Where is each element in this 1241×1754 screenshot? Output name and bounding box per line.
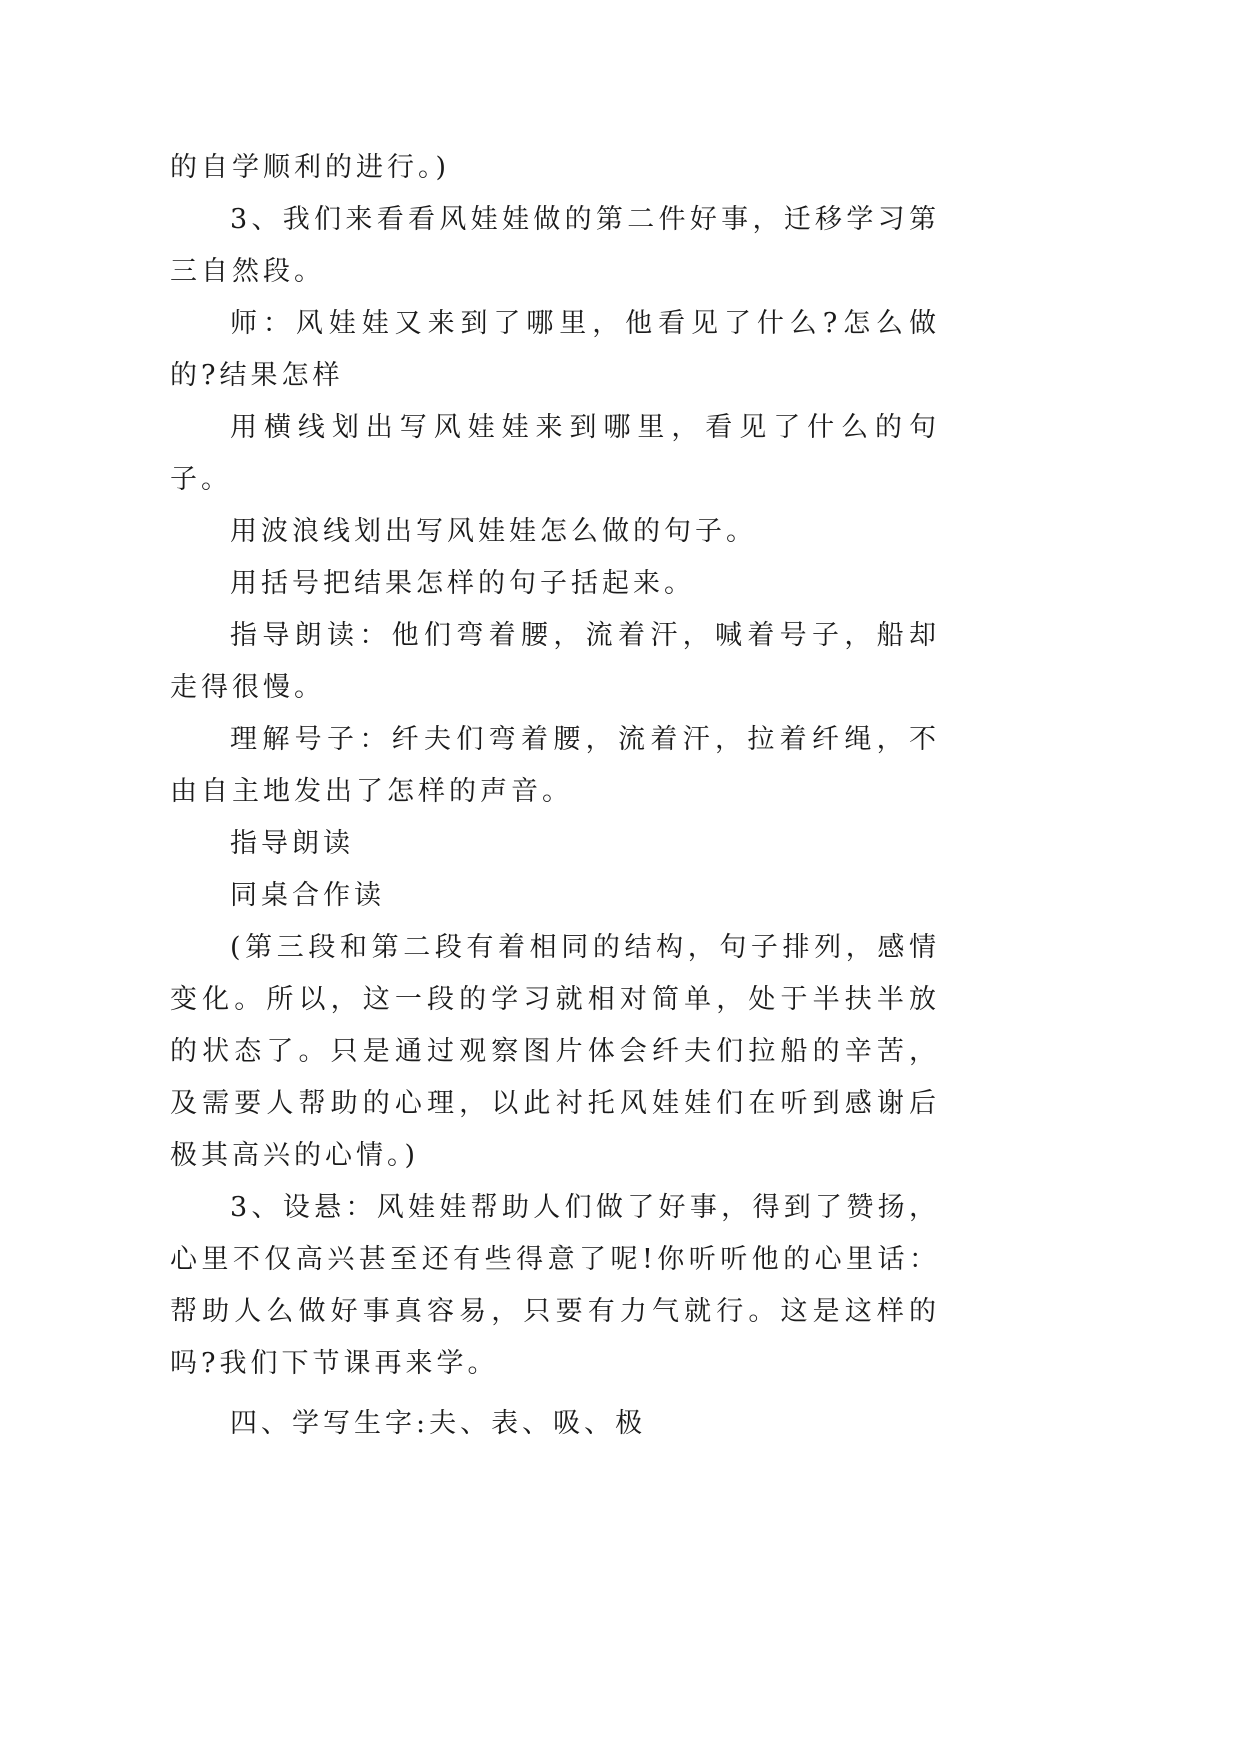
paragraph-8: 理解号子：纤夫们弯着腰，流着汗，拉着纤绳，不由自主地发出了怎样的声音。 [170,724,940,807]
paragraph-3: 师：风娃娃又来到了哪里，他看见了什么?怎么做的?结果怎样 [170,308,940,391]
paragraph-2: 3、我们来看看风娃娃做的第二件好事，迁移学习第三自然段。 [170,204,940,287]
paragraph-4: 用横线划出写风娃娃来到哪里，看见了什么的句子。 [170,412,940,495]
paragraph-7: 指导朗读：他们弯着腰，流着汗，喊着号子，船却走得很慢。 [170,620,940,703]
paragraph-11: (第三段和第二段有着相同的结构，句子排列，感情变化。所以，这一段的学习就相对简单，处于半扶半放的状态了。只是通过观察图片体会纤夫们拉船的辛苦，及需要人帮助的心理，以此衬托风娃娃们在听到感谢后极其高兴的心情。) [170,932,940,1171]
paragraph-10: 同桌合作读 [230,880,385,911]
paragraph-9: 指导朗读 [230,828,354,859]
paragraph-12: 3、设悬：风娃娃帮助人们做了好事，得到了赞扬，心里不仅高兴甚至还有些得意了呢!你听听他的心里话：帮助人么做好事真容易，只要有力气就行。这是这样的吗?我们下节课再来学。 [170,1192,940,1379]
paragraph-5: 用波浪线划出写风娃娃怎么做的句子。 [230,516,757,547]
paragraph-13: 四、学写生字:夫、表、吸、极 [230,1408,647,1439]
document-body [170,142,940,1450]
paragraph-1: 的自学顺利的进行。) [170,152,451,183]
paragraph-6: 用括号把结果怎样的句子括起来。 [230,568,695,599]
